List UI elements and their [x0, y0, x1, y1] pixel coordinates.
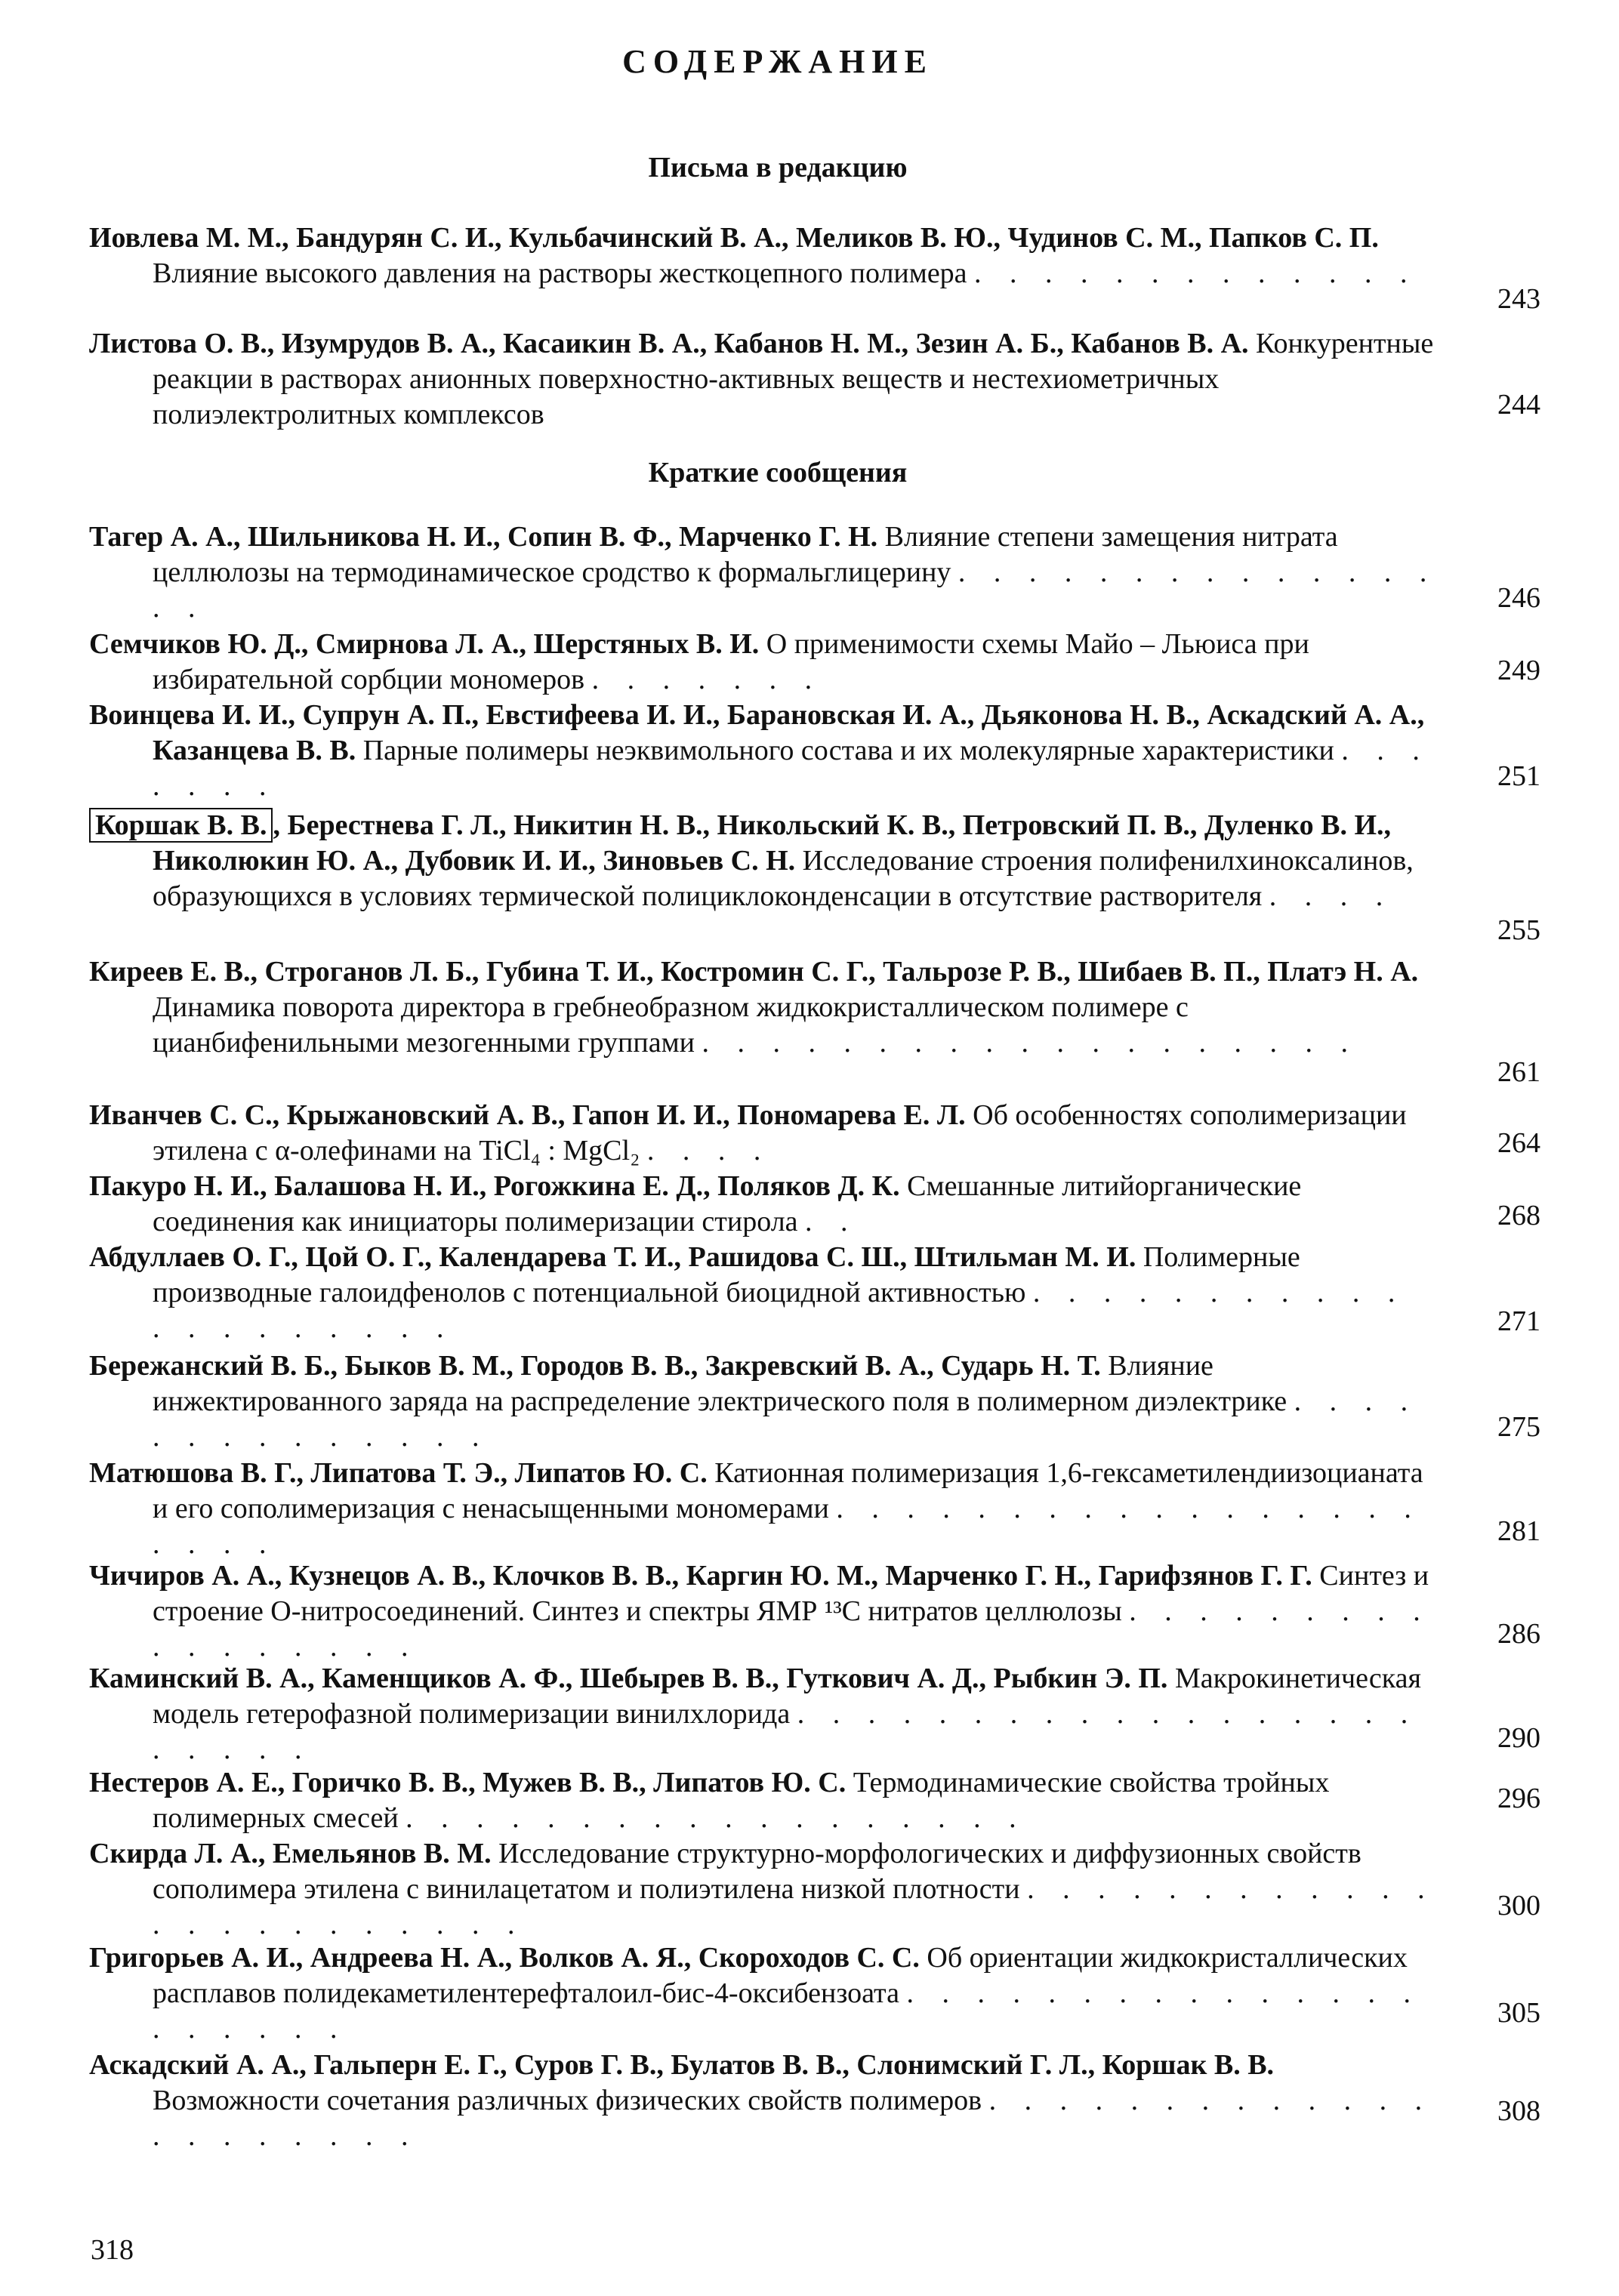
- footer-page-number: 318: [91, 2234, 134, 2266]
- entry-title: Влияние степени замещения нитрата целлюлозы на термодинамическое сродство к формальглицерину: [153, 521, 1338, 588]
- entry-authors: Киреев Е. В., Строганов Л. Б., Губина Т. И., Костромин С. Г., Тальрозе Р. В., Шибаев В. П., Платэ Н. А.: [89, 956, 1419, 988]
- entry-title: Конкурентные реакции в растворах анионных поверхностно-активных веществ и нестехиометричных полиэлектролитных комплексов: [153, 328, 1434, 430]
- entry-authors: Абдуллаев О. Г., Цой О. Г., Календарева Т. И., Рашидова С. Ш., Штильман М. И.: [89, 1241, 1136, 1273]
- entry-authors: Нестеров А. Е., Горичко В. В., Мужев В. В., Липатов Ю. С.: [89, 1767, 847, 1798]
- entry-page-number: 281: [1497, 1515, 1540, 1547]
- entry-authors: Бережанский В. Б., Быков В. М., Городов В. В., Закревский В. А., Сударь Н. Т.: [89, 1350, 1101, 1382]
- toc-entry[interactable]: [89, 1940, 1441, 2047]
- dot-leader: . . . . . . . . . . . . . . . . . . . . . . .: [153, 1873, 1436, 1940]
- entry-page-number: 264: [1497, 1127, 1540, 1159]
- toc-entry[interactable]: [89, 1169, 1441, 1240]
- dot-leader: . . . .: [1269, 880, 1394, 912]
- entry-page-number: 296: [1497, 1783, 1540, 1814]
- entry-page-number: 286: [1497, 1618, 1540, 1650]
- dot-leader: . . . . . . . . . . . . .: [974, 257, 1418, 289]
- entry-page-number: 251: [1497, 760, 1540, 792]
- entry-title: Смешанные литийорганические соединения как инициаторы полимеризации стирола: [153, 1170, 1302, 1237]
- toc-entry[interactable]: [89, 954, 1441, 1061]
- dot-leader: . .: [805, 1206, 859, 1237]
- dot-leader: . . . . . . . . . . . . . .: [153, 1385, 1419, 1453]
- toc-entry[interactable]: [89, 519, 1441, 626]
- entry-page-number: 300: [1497, 1890, 1540, 1922]
- dot-leader: . . . .: [646, 1135, 772, 1166]
- entry-title: Катионная полимеризация 1,6-гексаметилендиизоцианата и его сополимеризация с ненасыщенными мономерами: [153, 1457, 1423, 1524]
- toc-entry[interactable]: [89, 2048, 1441, 2154]
- dot-leader: . . . . . . . . . . . . . . . . . . . .: [153, 1277, 1406, 1344]
- entry-authors: Тагер А. А., Шильникова Н. И., Сопин В. Ф., Марченко Г. Н.: [89, 521, 878, 553]
- toc-entry[interactable]: [89, 1558, 1441, 1665]
- section-heading-short-reports: Краткие сообщения: [648, 457, 908, 488]
- dot-leader: . . . . . . .: [591, 664, 823, 695]
- dot-leader: . . . . . . . . . . . . . . . .: [153, 556, 1438, 624]
- entry-page-number: 268: [1497, 1200, 1540, 1231]
- entry-page-number: 275: [1497, 1411, 1540, 1443]
- entry-authors: Семчиков Ю. Д., Смирнова Л. А., Шерстяных В. И.: [89, 628, 760, 660]
- dot-leader: . . . . . . . . . . . . . . . . . . . . .: [153, 1493, 1422, 1560]
- entry-title: Об ориентации жидкокристаллических расплавов полидекаметилентерефталоил-бис-4-оксибензоата: [153, 1942, 1408, 2009]
- dot-leader: . . . . . . . . . . . . . . . . . . . . .: [153, 2085, 1433, 2152]
- entry-authors: Листова О. В., Изумрудов В. А., Касаикин В. А., Кабанов Н. М., Зезин А. Б., Кабанов В. А.: [89, 328, 1249, 359]
- dot-leader: . . . . . . . . . . . . . . . . .: [153, 1595, 1431, 1663]
- entry-page-number: 249: [1497, 655, 1540, 686]
- entry-authors: Каминский В. А., Каменщиков А. Ф., Шебырев В. В., Гуткович А. Д., Рыбкин Э. П.: [89, 1663, 1168, 1694]
- toc-entry[interactable]: [89, 220, 1441, 291]
- entry-title: О применимости схемы Майо – Льюиса при избирательной сорбции мономеров: [153, 628, 1309, 695]
- entry-title: Исследование структурно-морфологических и диффузионных свойств сополимера этилена с винилацетатом и полиэтилена низкой плотности: [153, 1838, 1362, 1905]
- entry-authors-boxed: Коршак В. В.: [89, 808, 273, 843]
- entry-title: Возможности сочетания различных физических свойств полимеров: [153, 2085, 982, 2116]
- entry-title: Об особенностях сополимеризации этилена с α-олефинами на TiCl₄ : MgCl₂: [153, 1099, 1407, 1166]
- entry-page-number: 246: [1497, 582, 1540, 614]
- toc-entry[interactable]: [89, 1240, 1441, 1346]
- dot-leader: . . . . . . .: [153, 735, 1430, 802]
- entry-page-number: 290: [1497, 1722, 1540, 1754]
- dot-leader: . . . . . . . . . . . . . . . . . . .: [702, 1027, 1358, 1059]
- dot-leader: . . . . . . . . . . . . . . . . . . . . .: [153, 1977, 1421, 2045]
- entry-authors: , Берестнева Г. Л., Никитин Н. В., Никольский К. В., Петровский П. В., Дуленко В. И., Николюкин Ю. А., Дубовик И. И., Зиновьев С. Н.: [153, 809, 1392, 877]
- toc-entry[interactable]: [89, 698, 1441, 804]
- entry-title: Термодинамические свойства тройных полимерных смесей: [153, 1767, 1330, 1834]
- entry-title: Полимерные производные галоидфенолов с потенциальной биоцидной активностью: [153, 1241, 1300, 1308]
- entry-title: Динамика поворота директора в гребнеобразном жидкокристаллическом полимере с цианбифенильными мезогенными группами: [153, 991, 1189, 1059]
- entry-authors: Иванчев С. С., Крыжановский А. В., Гапон И. И., Пономарева Е. Л.: [89, 1099, 966, 1131]
- entry-authors: Пакуро Н. И., Балашова Н. И., Рогожкина Е. Д., Поляков Д. К.: [89, 1170, 900, 1202]
- entry-page-number: 308: [1497, 2095, 1540, 2127]
- entry-title: Парные полимеры неэквимольного состава и их молекулярные характеристики: [362, 735, 1334, 766]
- toc-entry[interactable]: [89, 627, 1441, 698]
- toc-entry[interactable]: [89, 808, 1441, 914]
- entry-authors: Аскадский А. А., Гальперн Е. Г., Суров Г. В., Булатов В. В., Слонимский Г. Л., Коршак В. В.: [89, 2049, 1275, 2081]
- entry-page-number: 305: [1497, 1997, 1540, 2029]
- toc-entry[interactable]: [89, 1348, 1441, 1455]
- dot-leader: . . . . . . . . . . . . . . . . . . . . . . .: [153, 1698, 1419, 1765]
- entry-authors: Матюшова В. Г., Липатова Т. Э., Липатов Ю. С.: [89, 1457, 708, 1489]
- section-heading-letters: Письма в редакцию: [648, 152, 908, 183]
- entry-authors: Григорьев А. И., Андреева Н. А., Волков А. Я., Скороходов С. С.: [89, 1942, 920, 1974]
- entry-page-number: 271: [1497, 1305, 1540, 1337]
- toc-entry[interactable]: [89, 326, 1441, 433]
- entry-title: Влияние инжектированного заряда на распределение электрического поля в полимерном диэлектрике: [153, 1350, 1287, 1417]
- entry-authors: Скирда Л. А., Емельянов В. М.: [89, 1838, 492, 1869]
- toc-entry[interactable]: [89, 1765, 1441, 1836]
- toc-entry[interactable]: [89, 1456, 1441, 1562]
- entry-authors: Воинцева И. И., Супрун А. П., Евстифеева И. И., Барановская И. А., Дьяконова Н. В., Аскадский А. А., Казанцева В. В.: [89, 699, 1425, 766]
- entry-page-number: 255: [1497, 914, 1540, 946]
- toc-entry[interactable]: [89, 1836, 1441, 1943]
- entry-title: Исследование строения полифенилхиноксалинов, образующихся в условиях термической полициклоконденсации в отсутствие растворителя: [153, 845, 1414, 912]
- entry-title: Влияние высокого давления на растворы жесткоцепного полимера: [153, 257, 967, 289]
- entry-page-number: 261: [1497, 1056, 1540, 1088]
- entry-authors: Иовлева М. М., Бандурян С. И., Кульбачинский В. А., Меликов В. Ю., Чудинов С. М., Папков С. П.: [89, 222, 1379, 254]
- entry-page-number: 244: [1497, 389, 1540, 421]
- toc-entry[interactable]: [89, 1098, 1441, 1169]
- dot-leader: . . . . . . . . . . . . . . . . . .: [406, 1802, 1027, 1834]
- toc-entry[interactable]: [89, 1661, 1441, 1767]
- entry-authors: Чичиров А. А., Кузнецов А. В., Клочков В. В., Каргин Ю. М., Марченко Г. Н., Гарифзянов Г. Г.: [89, 1560, 1312, 1592]
- entry-title: Макрокинетическая модель гетерофазной полимеризации винилхлорида: [153, 1663, 1422, 1730]
- entry-page-number: 243: [1497, 283, 1540, 315]
- entry-title: Синтез и строение О-нитросоединений. Синтез и спектры ЯМР ¹³C нитратов целлюлозы: [153, 1560, 1429, 1627]
- page-title: СОДЕРЖАНИЕ: [622, 43, 933, 80]
